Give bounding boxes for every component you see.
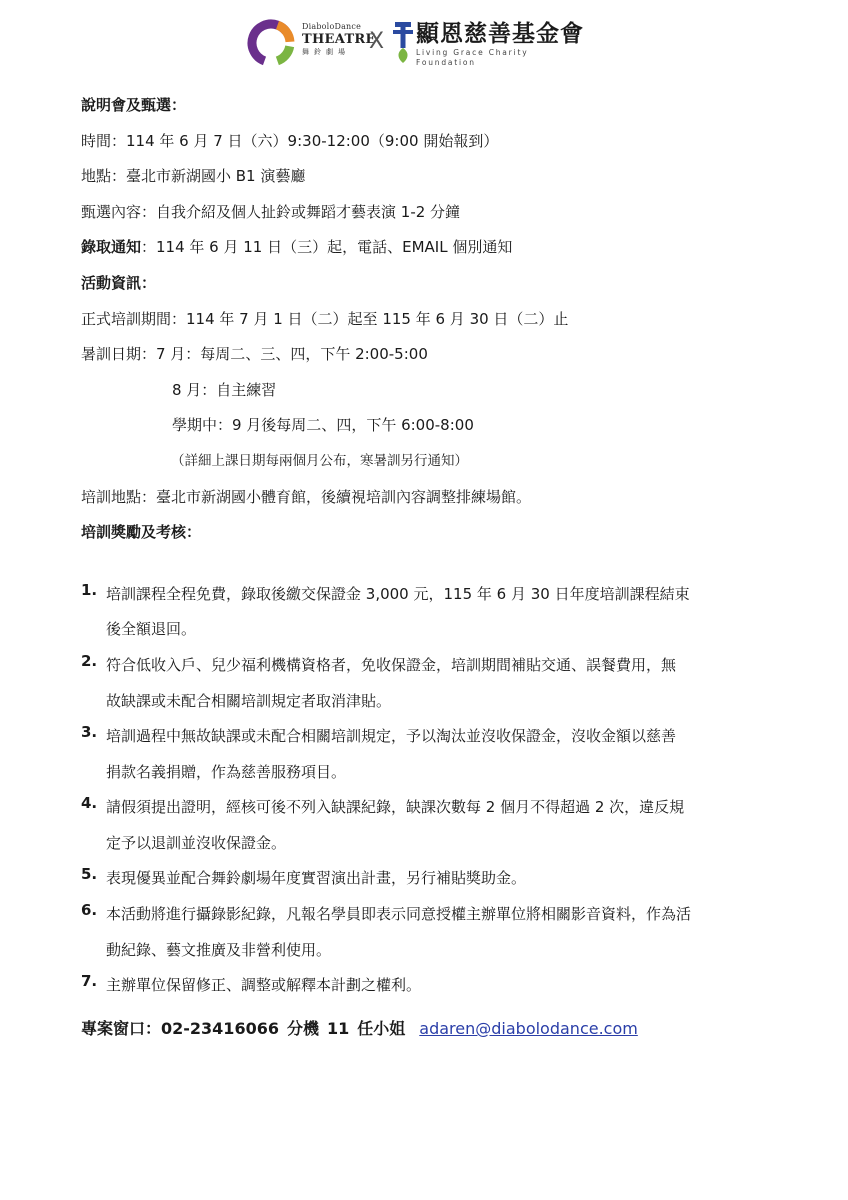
- briefing-time: 時間：114 年 6 月 7 日（六）9:30-12:00（9:00 開始報到）: [81, 131, 499, 150]
- rewards-heading: 培訓獎勵及考核：: [81, 523, 202, 542]
- foundation-english-name: Living Grace Charity Foundation: [416, 48, 529, 67]
- schedule-note: （詳細上課日期每兩個月公布，寒暑訓另行通知）: [171, 452, 468, 469]
- admission-notice: [81, 234, 781, 270]
- rule-number: 4.: [81, 794, 98, 813]
- rule-text: 表現優異並配合舞鈴劇場年度實習演出計畫，另行補貼獎助金。: [106, 869, 527, 888]
- rule-item: [81, 901, 781, 972]
- rule-text-continued: 故缺課或未配合相關培訓規定者取消津貼。: [106, 691, 392, 710]
- rule-text: 本活動將進行攝錄影紀錄，凡報名學員即表示同意授權主辦單位將相關影音資料，作為活: [106, 905, 692, 924]
- briefing-content: 甄選內容：自我介紹及個人扯鈴或舞蹈才藝表演 1-2 分鐘: [81, 202, 461, 221]
- rule-text-continued: 定予以退訓並沒收保證金。: [106, 833, 287, 852]
- theatre-logo-text: [302, 22, 376, 57]
- rule-text-continued: 後全額退回。: [106, 620, 197, 639]
- theatre-small-text: DiaboloDance: [302, 22, 362, 31]
- foundation-logo-text: [416, 20, 586, 68]
- admission-notice-label: 錄取通知: [81, 238, 142, 257]
- contact-ext-number: 11: [327, 1018, 350, 1038]
- activity-heading: 活動資訊：: [81, 273, 157, 292]
- collaboration-x: X: [369, 29, 385, 54]
- briefing-place: 地點：臺北市新湖國小 B1 演藝廳: [81, 167, 306, 186]
- rule-text: 培訓過程中無故缺課或未配合相關培訓規定，予以淘汰並沒收保證金，沒收金額以慈善: [106, 727, 677, 746]
- rule-item: [81, 581, 781, 652]
- rule-text: 培訓課程全程免費，錄取後繳交保證金 3,000 元，115 年 6 月 30 日年度培訓課程結束: [106, 584, 690, 603]
- theatre-big-text: THEATRE: [302, 32, 376, 47]
- contact-label-phone: 專案窗口：02-23416066: [81, 1018, 279, 1038]
- rule-item: [81, 723, 781, 794]
- rule-item: [81, 794, 781, 865]
- contact-line: [81, 1016, 781, 1046]
- rule-number: 6.: [81, 901, 98, 920]
- rule-text-continued: 動紀錄、藝文推廣及非營利使用。: [106, 940, 332, 959]
- rule-number: 3.: [81, 723, 98, 742]
- diabolodance-ring-logo: [246, 18, 296, 68]
- contact-person: 任小姐: [357, 1018, 406, 1038]
- rule-number: 1.: [81, 580, 98, 599]
- section-spacer: [81, 555, 781, 581]
- rule-number: 2.: [81, 651, 98, 670]
- foundation-chinese-name: 顯恩慈善基金會: [416, 21, 584, 47]
- rule-text: 符合低收入戶、兒少福利機構資格者，免收保證金，培訓期間補貼交通、誤餐費用，無: [106, 655, 677, 674]
- briefing-heading: 說明會及甄選：: [81, 96, 187, 114]
- rule-item: [81, 652, 781, 723]
- rule-text-continued: 捐款名義捐贈，作為慈善服務項目。: [106, 762, 347, 781]
- rule-text: 請假須提出證明，經核可後不列入缺課紀錄，缺課次數每 2 個月不得超過 2 次，違反規: [106, 798, 685, 817]
- august-schedule: 8 月：自主練習: [172, 380, 277, 399]
- contact-email-link[interactable]: adaren@diabolodance.com: [419, 1018, 638, 1038]
- rule-number: 7.: [81, 972, 98, 991]
- training-venue: 培訓地點：臺北市新湖國小體育館，後續視培訓內容調整排練場館。: [81, 487, 532, 506]
- summer-schedule: 暑訓日期：7 月：每周二、三、四，下午 2:00-5:00: [81, 345, 428, 364]
- semester-schedule: 學期中：9 月後每周二、四，下午 6:00-8:00: [172, 416, 474, 435]
- rule-item: [81, 865, 781, 901]
- rule-text: 主辦單位保留修正、調整或解釋本計劃之權利。: [106, 976, 422, 995]
- rule-number: 5.: [81, 865, 98, 884]
- contact-ext-label: 分機: [286, 1018, 319, 1038]
- theatre-chinese-text: 舞鈴劇場: [302, 48, 350, 56]
- training-period: 正式培訓期間：114 年 7 月 1 日（二）起至 115 年 6 月 30 日（二）止: [81, 309, 569, 328]
- document-body: [81, 92, 781, 1046]
- rule-item: [81, 972, 781, 1008]
- foundation-cross-icon: [393, 22, 413, 64]
- page-header: [0, 14, 848, 70]
- admission-notice-text: ：114 年 6 月 11 日（三）起，電話、EMAIL 個別通知: [141, 238, 513, 257]
